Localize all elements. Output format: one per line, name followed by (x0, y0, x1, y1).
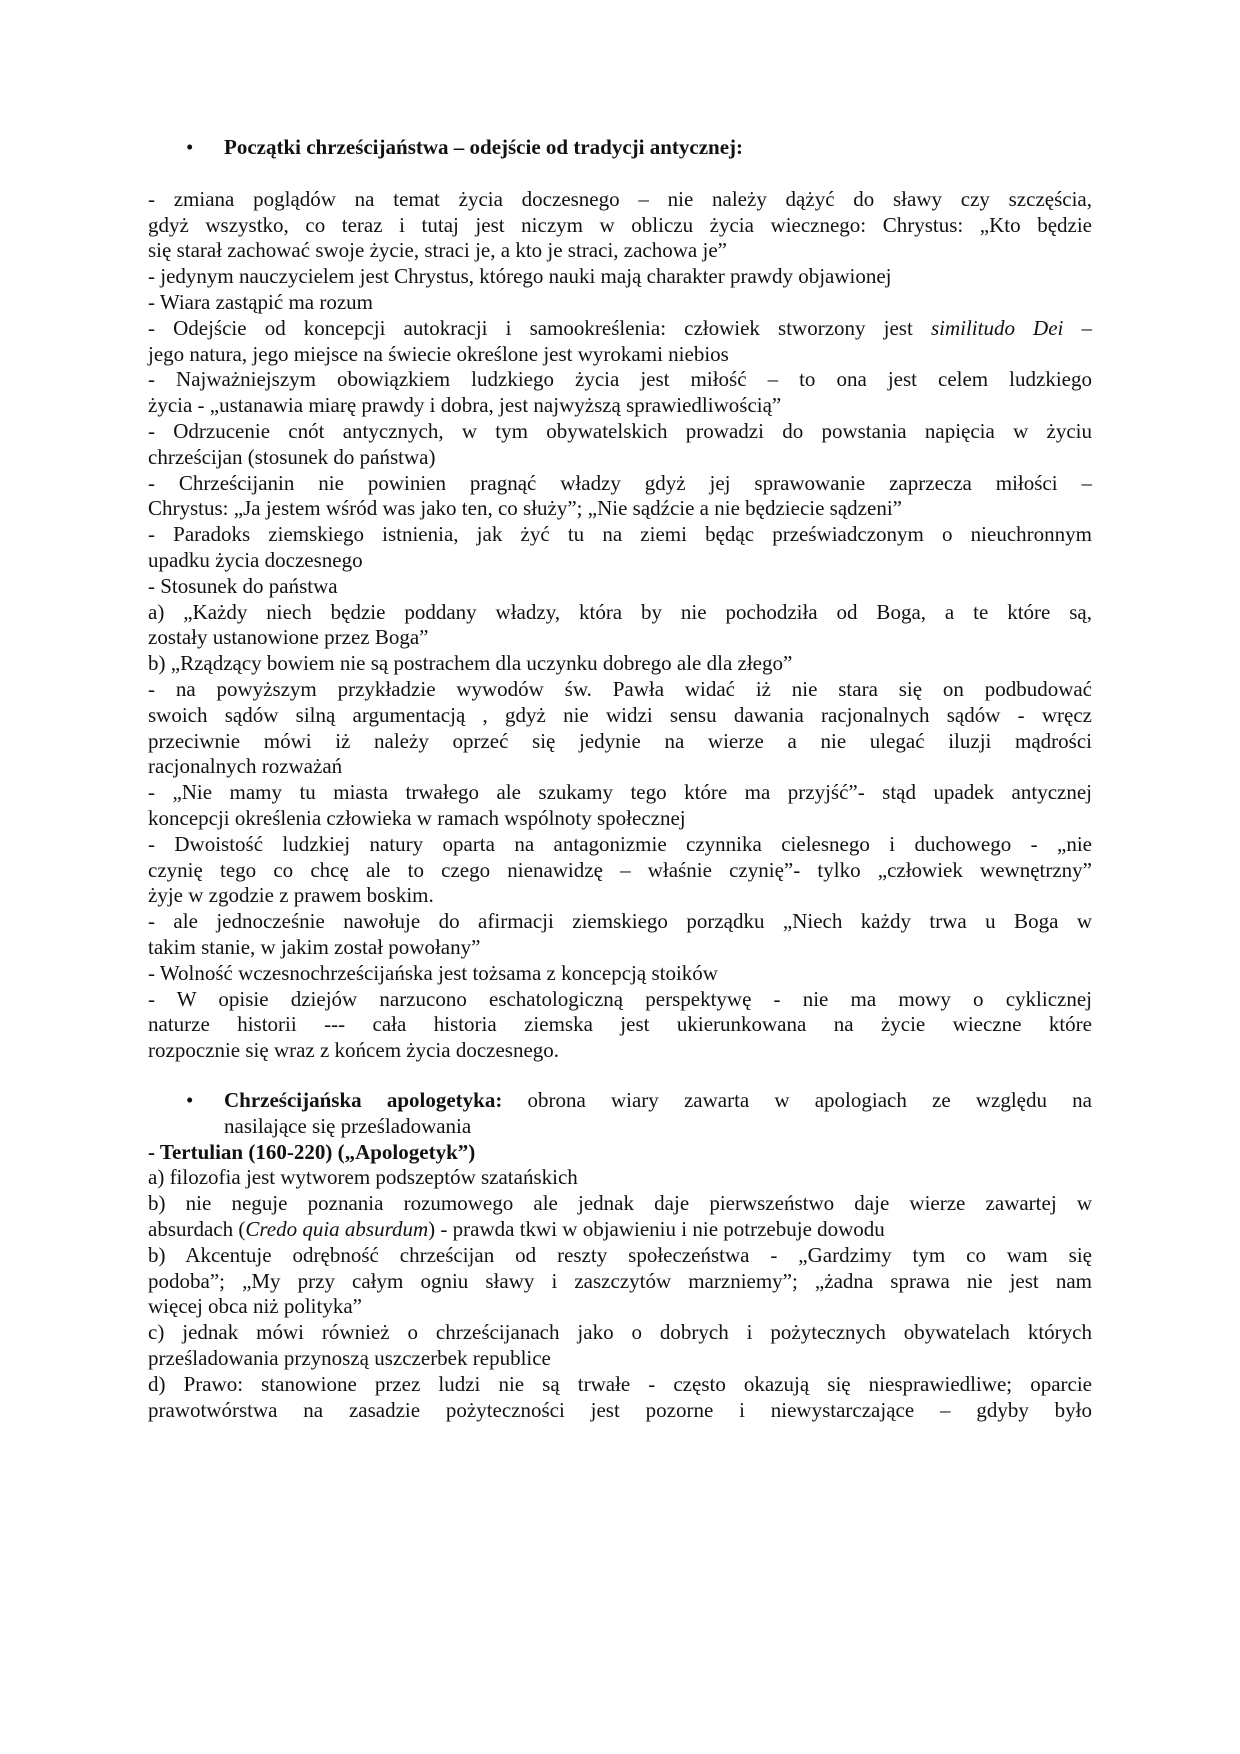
text-line (148, 264, 1092, 290)
text-line (148, 1165, 1092, 1191)
text-span: - Najważniejszym obowiązkiem ludzkiego życia jest miłość – to ona jest celem ludzkiego (148, 367, 1092, 392)
text-span: - ale jednocześnie nawołuje do afirmacji ziemskiego porządku „Niech każdy trwa u Boga w (148, 909, 1092, 934)
text-span: naturze historii --- cała historia ziemska jest ukierunkowana na życie wieczne które (148, 1012, 1092, 1037)
text-span: d) Prawo: stanowione przez ludzi nie są trwałe - często okazują się niesprawiedliwe; oparcie (148, 1371, 1092, 1396)
text-line (148, 471, 1092, 497)
text-span: b) „Rządzący bowiem nie są postrachem dla uczynku dobrego ale dla złego” (148, 651, 793, 676)
text-span: przeciwnie mówi iż należy oprzeć się jedynie na wierze a nie ulegać iluzji mądrości (148, 728, 1092, 753)
text-span: rozpocznie się wraz z końcem życia doczesnego. (148, 1038, 560, 1063)
text-line (148, 496, 1092, 522)
text-span: obrona wiary zawarta w apologiach ze względu na (502, 1088, 1092, 1112)
text-span: chrześcijan (stosunek do państwa) (148, 444, 436, 469)
section-christian-apologetics (148, 1088, 1092, 1423)
text-span: b) Akcentuje odrębność chrześcijan od reszty społeczeństwa - „Gardzimy tym co wam się (148, 1242, 1092, 1267)
text-line (148, 316, 1092, 342)
text-line (148, 419, 1092, 445)
text-line (148, 780, 1092, 806)
text-line (148, 703, 1092, 729)
text-line (148, 651, 1092, 677)
text-line (148, 754, 1092, 780)
text-span: b) nie neguje poznania rozumowego ale jednak daje pierwszeństwo daje wierze zawartej w (148, 1191, 1092, 1216)
text-span: prawotwórstwa na zasadzie pożyteczności jest pozorne i niewystarczające – gdyby było (148, 1397, 1092, 1422)
text-span: żyje w zgodzie z prawem boskim. (148, 883, 434, 908)
text-line (148, 1012, 1092, 1038)
text-span: podoba”; „My przy całym ogniu sławy i zaszczytów marzniemy”; „żadna sprawa nie jest nam (148, 1268, 1092, 1293)
text-line (148, 1114, 1092, 1140)
text-span: więcej obca niż polityka” (148, 1294, 362, 1319)
text-line (148, 1038, 1092, 1064)
text-line (148, 238, 1092, 264)
text-line (148, 1372, 1092, 1398)
text-span: się starał zachować swoje życie, straci je, a kto je straci, zachowa je” (148, 238, 727, 263)
text-span: - na powyższym przykładzie wywodów św. Pawła widać iż nie stara się on podbudować (148, 676, 1092, 701)
text-line (148, 935, 1092, 961)
bullet-icon: • (186, 1088, 194, 1112)
text-span: swoich sądów silną argumentacją , gdyż nie widzi sensu dawania racjonalnych sądów - wręcz (148, 702, 1092, 727)
bold-text: Chrześcijańska apologetyka: (224, 1088, 503, 1112)
text-line (148, 909, 1092, 935)
text-line (148, 832, 1092, 858)
text-line (148, 883, 1092, 909)
text-line (148, 1243, 1092, 1269)
text-line (148, 342, 1092, 368)
italic-text: Credo quia absurdum (245, 1216, 429, 1241)
text-span: gdyż wszystko, co teraz i tutaj jest niczym w obliczu życia wiecznego: Chrystus: „Kto będzie (148, 212, 1092, 237)
text-line (148, 806, 1092, 832)
text-line (148, 213, 1092, 239)
text-line (148, 1294, 1092, 1320)
text-span: - Odrzucenie cnót antycznych, w tym obywatelskich prowadzi do powstania napięcia w życiu (148, 418, 1092, 443)
text-span: życia - „ustanawia miarę prawdy i dobra, jest najwyższą sprawiedliwością” (148, 393, 782, 418)
text-line (148, 987, 1092, 1013)
text-line (148, 1346, 1092, 1372)
text-line (148, 187, 1092, 213)
text-span: - Wolność wczesnochrześcijańska jest tożsama z koncepcją stoików (148, 960, 718, 985)
text-span: - Dwoistość ludzkiej natury oparta na antagonizmie czynnika cielesnego i duchowego - „nie (148, 831, 1092, 856)
text-span: - „Nie mamy tu miasta trwałego ale szukamy tego które ma przyjść”- stąd upadek antycznej (148, 780, 1092, 805)
text-span: upadku życia doczesnego (148, 547, 363, 572)
text-line (148, 393, 1092, 419)
text-span: zostały ustanowione przez Boga” (148, 625, 429, 650)
text-span: – (1063, 315, 1093, 340)
text-span: - zmiana poglądów na temat życia doczesnego – nie należy dążyć do sławy czy szczęścia, (148, 186, 1092, 211)
text-line (148, 522, 1092, 548)
section-early-christianity (148, 135, 1092, 1064)
text-span: - Odejście od koncepcji autokracji i samookreślenia: człowiek stworzony jest (148, 315, 931, 340)
text-span: nasilające się prześladowania (224, 1113, 472, 1138)
text-span: racjonalnych rozważań (148, 754, 343, 779)
text-line (148, 1320, 1092, 1346)
text-span: - Paradoks ziemskiego istnienia, jak żyć tu na ziemi będąc przeświadczonym o nieuchronnym (148, 522, 1092, 547)
text-span: prześladowania przynoszą uszczerbek republice (148, 1345, 551, 1370)
text-span: jego natura, jego miejsce na świecie określone jest wyrokami niebios (148, 341, 729, 366)
text-line (148, 1217, 1092, 1243)
text-span: - jedynym nauczycielem jest Chrystus, którego nauki mają charakter prawdy objawionej (148, 264, 892, 289)
text-line (148, 1398, 1092, 1424)
italic-text: similitudo Dei (930, 315, 1064, 340)
text-line (148, 677, 1092, 703)
text-line (148, 1191, 1092, 1217)
text-line (148, 858, 1092, 884)
bullet-icon: • (186, 135, 194, 159)
text-line (148, 961, 1092, 987)
bold-text: Początki chrześcijaństwa – odejście od tradycji antycznej: (224, 135, 744, 159)
bold-text: - Tertulian (160-220) („Apologetyk”) (148, 1139, 476, 1164)
text-line (148, 1269, 1092, 1295)
text-line (148, 445, 1092, 471)
text-span: czynię tego co chcę ale to czego nienawidzę – właśnie czynię”- tylko „człowiek wewnętrzny” (148, 857, 1092, 882)
text-span: a) „Każdy niech będzie poddany władzy, która by nie pochodziła od Boga, a te które są, (148, 599, 1092, 624)
text-span: - W opisie dziejów narzucono eschatologiczną perspektywę - nie ma mowy o cyklicznej (148, 986, 1092, 1011)
bullet-heading (148, 1088, 1092, 1114)
text-line (148, 290, 1092, 316)
text-span: absurdach ( (148, 1216, 246, 1241)
text-span: ) - prawda tkwi w objawieniu i nie potrzebuje dowodu (428, 1216, 885, 1241)
text-line (148, 1140, 1092, 1166)
text-span: Chrystus: „Ja jestem wśród was jako ten, co służy”; „Nie sądźcie a nie będziecie sądzeni” (148, 496, 902, 521)
text-line (148, 548, 1092, 574)
text-span: - Chrześcijanin nie powinien pragnąć władzy gdyż jej sprawowanie zaprzecza miłości – (148, 470, 1092, 495)
text-span: c) jednak mówi również o chrześcijanach jako o dobrych i pożytecznych obywatelach których (148, 1320, 1092, 1345)
text-span: - Wiara zastąpić ma rozum (148, 289, 373, 314)
text-line (148, 600, 1092, 626)
text-span: a) filozofia jest wytworem podszeptów szatańskich (148, 1165, 578, 1190)
text-line (148, 729, 1092, 755)
text-span: takim stanie, w jakim został powołany” (148, 934, 481, 959)
text-span: koncepcji określenia człowieka w ramach wspólnoty społecznej (148, 805, 686, 830)
text-span: - Stosunek do państwa (148, 573, 338, 598)
text-line (148, 574, 1092, 600)
bullet-heading (148, 135, 1092, 161)
text-line (148, 625, 1092, 651)
text-line (148, 367, 1092, 393)
